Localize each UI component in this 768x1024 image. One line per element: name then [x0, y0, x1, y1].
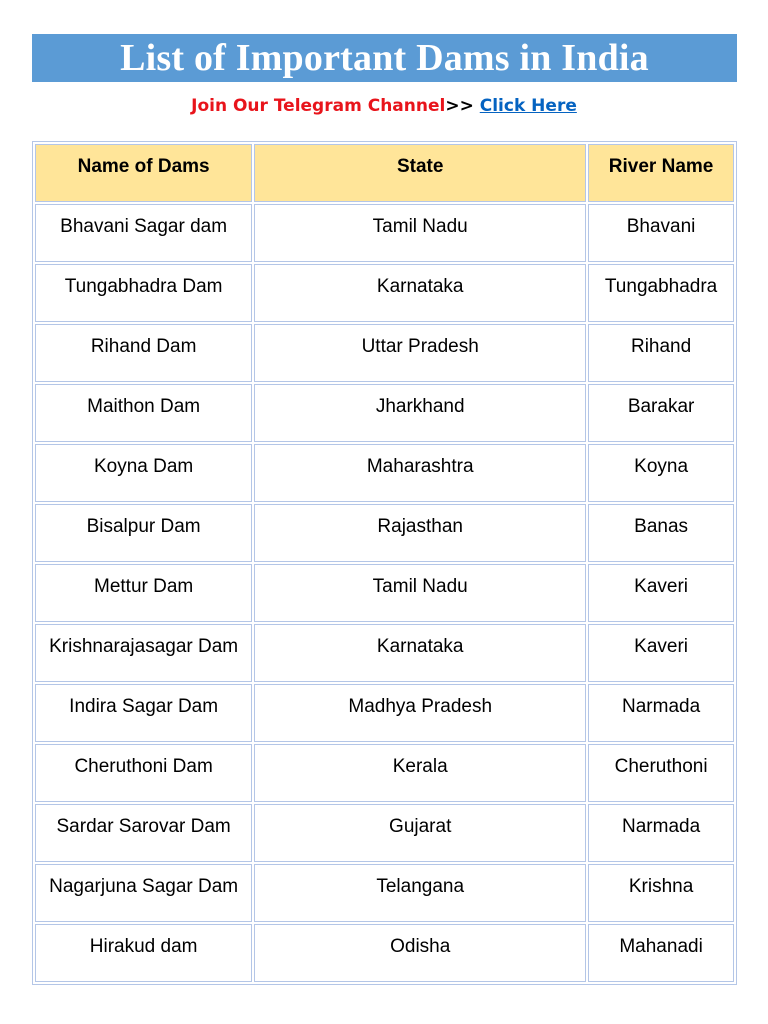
- telegram-text: Join Our Telegram Channel: [191, 96, 446, 116]
- dam-name-cell: Koyna Dam: [35, 444, 252, 502]
- header-name-of-dams: Name of Dams: [35, 144, 252, 202]
- dam-name-cell: Nagarjuna Sagar Dam: [35, 864, 252, 922]
- dam-name-cell: Hirakud dam: [35, 924, 252, 982]
- table-row: [35, 384, 734, 442]
- river-name-cell: Kaveri: [588, 624, 734, 682]
- table-row: [35, 324, 734, 382]
- state-cell: Maharashtra: [254, 444, 586, 502]
- state-cell: Karnataka: [254, 624, 586, 682]
- state-cell: Tamil Nadu: [254, 204, 586, 262]
- table-row: [35, 684, 734, 742]
- table-row: [35, 444, 734, 502]
- table-row: [35, 864, 734, 922]
- click-here-link[interactable]: Click Here: [479, 96, 577, 116]
- dams-table-container: [32, 141, 737, 985]
- state-cell: Madhya Pradesh: [254, 684, 586, 742]
- river-name-cell: Narmada: [588, 684, 734, 742]
- table-row: [35, 804, 734, 862]
- state-cell: Odisha: [254, 924, 586, 982]
- state-cell: Gujarat: [254, 804, 586, 862]
- telegram-promo: [0, 92, 768, 120]
- dam-name-cell: Sardar Sarovar Dam: [35, 804, 252, 862]
- table-row: [35, 504, 734, 562]
- river-name-cell: Bhavani: [588, 204, 734, 262]
- state-cell: Rajasthan: [254, 504, 586, 562]
- dam-name-cell: Indira Sagar Dam: [35, 684, 252, 742]
- table-row: [35, 624, 734, 682]
- dam-name-cell: Rihand Dam: [35, 324, 252, 382]
- header-river-name: River Name: [588, 144, 734, 202]
- dam-name-cell: Bhavani Sagar dam: [35, 204, 252, 262]
- river-name-cell: Banas: [588, 504, 734, 562]
- table-body: [35, 204, 734, 982]
- table-row: [35, 744, 734, 802]
- river-name-cell: Narmada: [588, 804, 734, 862]
- telegram-arrows: >>: [445, 96, 474, 116]
- header-state: State: [254, 144, 586, 202]
- dam-name-cell: Krishnarajasagar Dam: [35, 624, 252, 682]
- dam-name-cell: Bisalpur Dam: [35, 504, 252, 562]
- river-name-cell: Mahanadi: [588, 924, 734, 982]
- table-row: [35, 924, 734, 982]
- river-name-cell: Koyna: [588, 444, 734, 502]
- state-cell: Karnataka: [254, 264, 586, 322]
- state-cell: Uttar Pradesh: [254, 324, 586, 382]
- state-cell: Jharkhand: [254, 384, 586, 442]
- page-title: List of Important Dams in India: [120, 37, 649, 79]
- river-name-cell: Tungabhadra: [588, 264, 734, 322]
- state-cell: Kerala: [254, 744, 586, 802]
- dams-table: [32, 141, 737, 985]
- table-row: [35, 564, 734, 622]
- river-name-cell: Barakar: [588, 384, 734, 442]
- river-name-cell: Krishna: [588, 864, 734, 922]
- title-banner: [32, 34, 737, 82]
- table-header-row: [35, 144, 734, 202]
- table-row: [35, 204, 734, 262]
- river-name-cell: Rihand: [588, 324, 734, 382]
- table-row: [35, 264, 734, 322]
- river-name-cell: Cheruthoni: [588, 744, 734, 802]
- dam-name-cell: Mettur Dam: [35, 564, 252, 622]
- state-cell: Tamil Nadu: [254, 564, 586, 622]
- dam-name-cell: Cheruthoni Dam: [35, 744, 252, 802]
- state-cell: Telangana: [254, 864, 586, 922]
- dam-name-cell: Maithon Dam: [35, 384, 252, 442]
- dam-name-cell: Tungabhadra Dam: [35, 264, 252, 322]
- river-name-cell: Kaveri: [588, 564, 734, 622]
